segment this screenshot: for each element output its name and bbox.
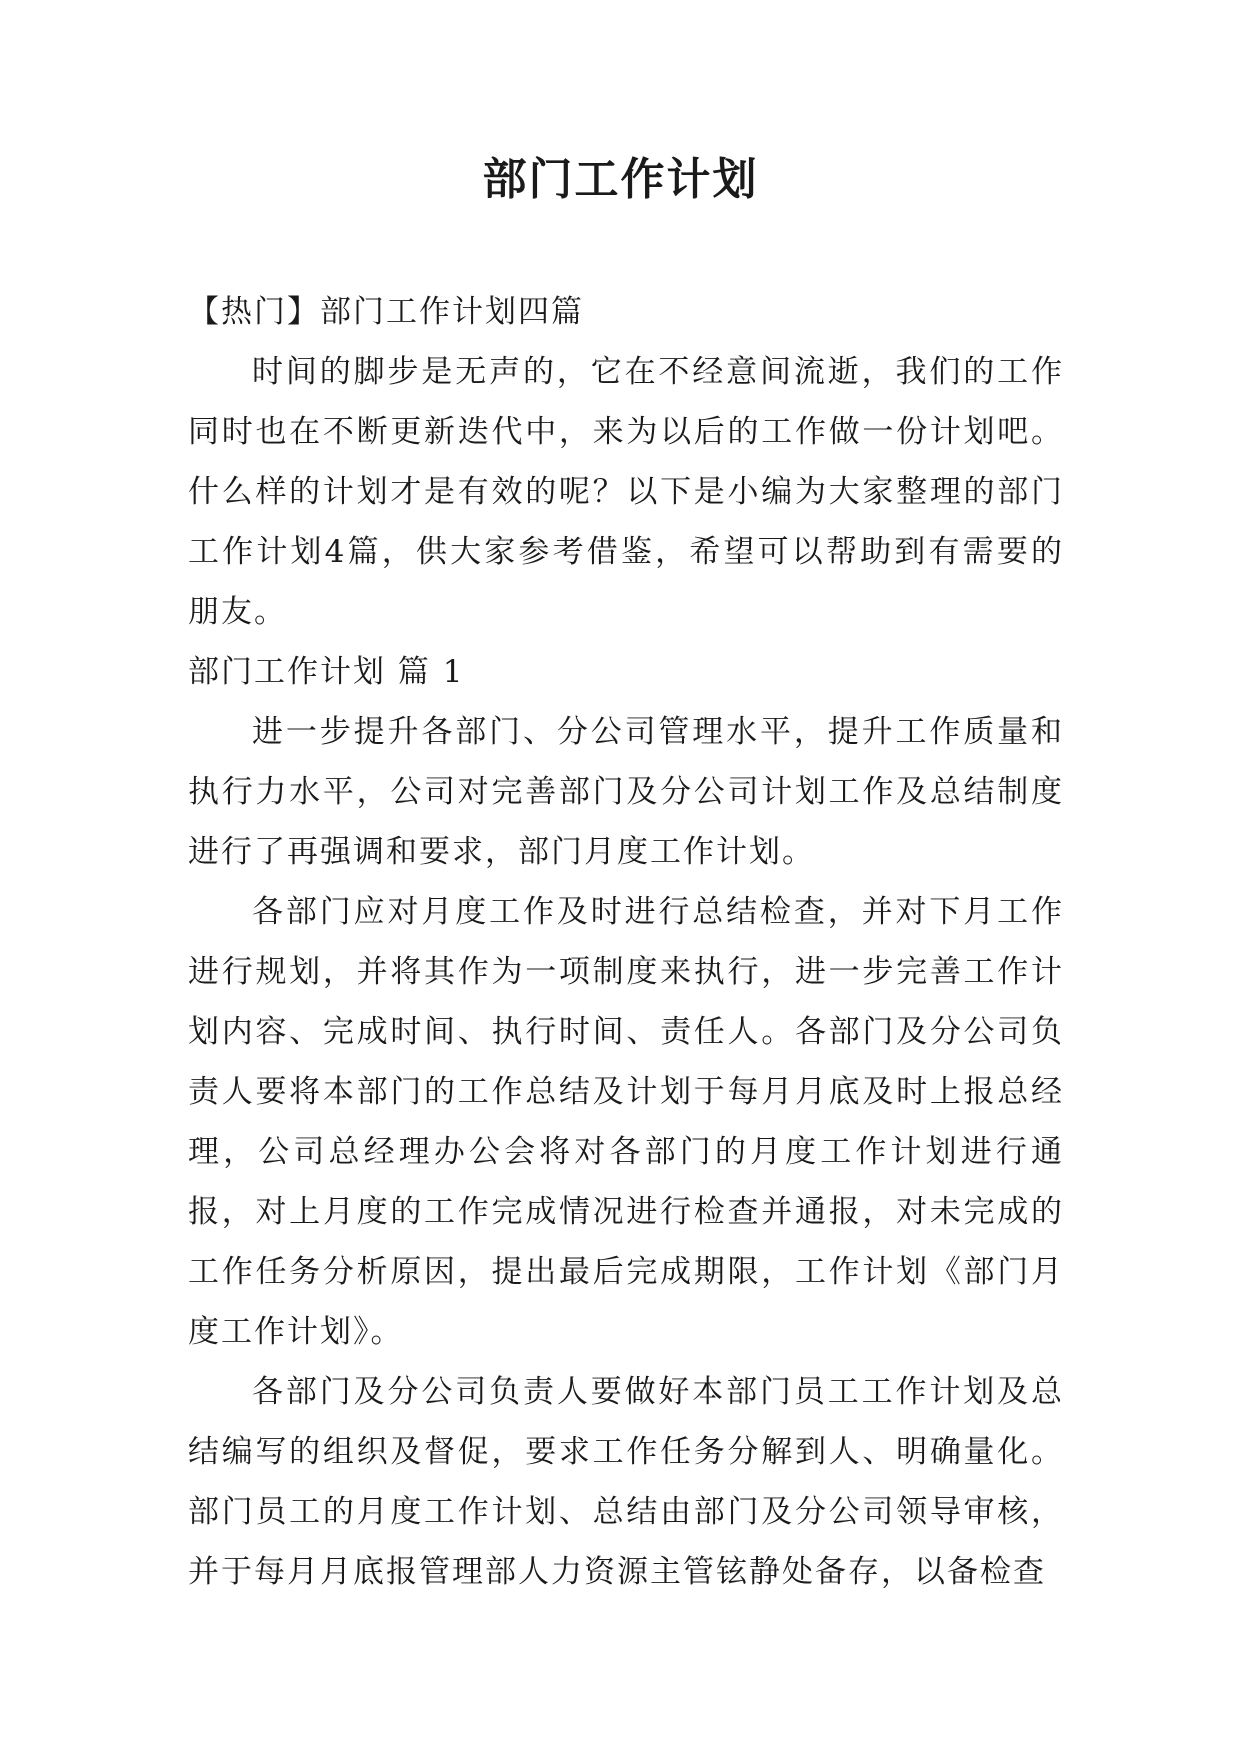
body-paragraph-1: 进一步提升各部门、分公司管理水平，提升工作质量和执行力水平，公司对完善部门及分公司计划工作及总结制度进行了再强调和要求，部门月度工作计划。 bbox=[188, 714, 1064, 870]
body-paragraph-2: 各部门应对月度工作及时进行总结检查，并对下月工作进行规划，并将其作为一项制度来执行，进一步完善工作计划内容、完成时间、执行时间、责任人。各部门及分公司负责人要将本部门的工作总结及计划于每月月底及时上报总经理，公司总经理办公会将对各部门的月度工作计划进行通报，对上月度的工作完成情况进行检查并通报，对未完成的工作任务分析原因，提出最后完成期限，工作计划《部门月度工作计划》。 bbox=[188, 894, 1064, 1350]
document-title: 部门工作计划 bbox=[482, 154, 759, 205]
section-heading: 部门工作计划 篇 1 bbox=[188, 654, 465, 690]
document-subtitle: 【热门】部门工作计划四篇 bbox=[188, 294, 584, 330]
body-paragraph-3: 各部门及分公司负责人要做好本部门员工工作计划及总结编写的组织及督促，要求工作任务分解到人、明确量化。部门员工的月度工作计划、总结由部门及分公司领导审核，并于每月月底报管理部人力资源主管铉静处备存，以备检查 bbox=[188, 1374, 1064, 1590]
document-body bbox=[188, 282, 1064, 1602]
intro-paragraph: 时间的脚步是无声的，它在不经意间流逝，我们的工作同时也在不断更新迭代中，来为以后的工作做一份计划吧。什么样的计划才是有效的呢？以下是小编为大家整理的部门工作计划4篇，供大家参考借鉴，希望可以帮助到有需要的朋友。 bbox=[188, 354, 1064, 630]
